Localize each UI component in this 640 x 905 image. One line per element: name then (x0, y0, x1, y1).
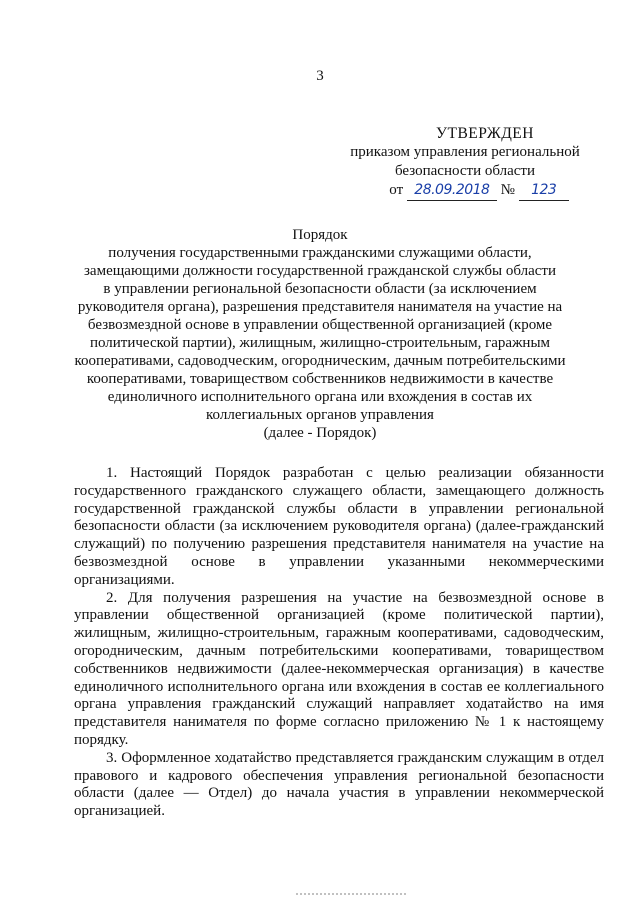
heading-line: единоличного исполнительного органа или вхождения в состав их (107, 389, 533, 405)
approval-title: УТВЕРЖДЕН (436, 125, 534, 142)
approval-line-1: приказом управления региональной (350, 144, 580, 160)
paragraph-1: 1. Настоящий Порядок разработан с целью реализации обязанности государственного гражданского служащего области, замещающего должность государственной гражданской службы области в управлении региональной безопасности области (за исключением руководителя органа) (далее-гражданский служащий) по получению разрешения представителя нанимателя на участие на безвозмездной основе в управлении указанными некоммерческими организациями. (74, 465, 604, 588)
document-heading (0, 226, 640, 442)
heading-line: безвозмездной основе в управлении общественной организацией (кроме (87, 317, 553, 333)
paragraph-3: 3. Оформленное ходатайство представляется гражданским служащим в отдел правового и кадрового обеспечения управления региональной безопасности области (далее — Отдел) до начала участия в управлении некоммерческой организацией. (74, 749, 604, 820)
bottom-scan-mark (296, 893, 406, 901)
handwritten-number: 123 (531, 182, 557, 198)
order-date-number (358, 181, 600, 201)
handwritten-date: 28.09.2018 (414, 182, 490, 198)
heading-line: кооперативами, товариществом собственников недвижимости в качестве (86, 371, 554, 387)
document-body (74, 465, 604, 821)
heading-line: руководителя органа), разрешения представителя нанимателя на участие на (77, 299, 563, 315)
heading-line: политической партии), жилищным, жилищно-строительным, гаражным (89, 335, 551, 351)
heading-line: в управлении региональной безопасности области (за исключением (103, 281, 537, 297)
heading-title: Порядок (292, 227, 348, 243)
heading-line: получения государственными гражданскими служащими области, (108, 245, 532, 261)
paragraph-2: 2. Для получения разрешения на участие на безвозмездной основе в управлении общественной организацией (кроме политической партии), жилищным, жилищно-строительным, гаражным кооперативами, садоводческим, огородническим, дачным потребительскими кооперативами, товариществом собственников недвижимости (далее-некоммерческая организация) в качестве единоличного исполнительного органа или вхождения в состав ее коллегиального органа управления гражданский служащий направляет ходатайство на имя представителя нанимателя по форме согласно приложению № 1 к настоящему порядку. (74, 589, 604, 748)
heading-line: (далее - Порядок) (263, 425, 377, 441)
heading-line: коллегиальных органов управления (206, 407, 434, 423)
order-date-field (407, 181, 497, 201)
heading-line: кооперативами, садоводческим, огородническим, дачным потребительскими (74, 353, 566, 369)
from-label: от (389, 182, 404, 198)
page-number: 3 (316, 68, 324, 84)
approval-stamp (330, 124, 600, 201)
number-label: № (500, 182, 515, 198)
order-number-field (519, 181, 569, 201)
heading-line: замещающими должности государственной гражданской службы области (84, 263, 556, 279)
approval-line-2: безопасности области (395, 163, 535, 179)
